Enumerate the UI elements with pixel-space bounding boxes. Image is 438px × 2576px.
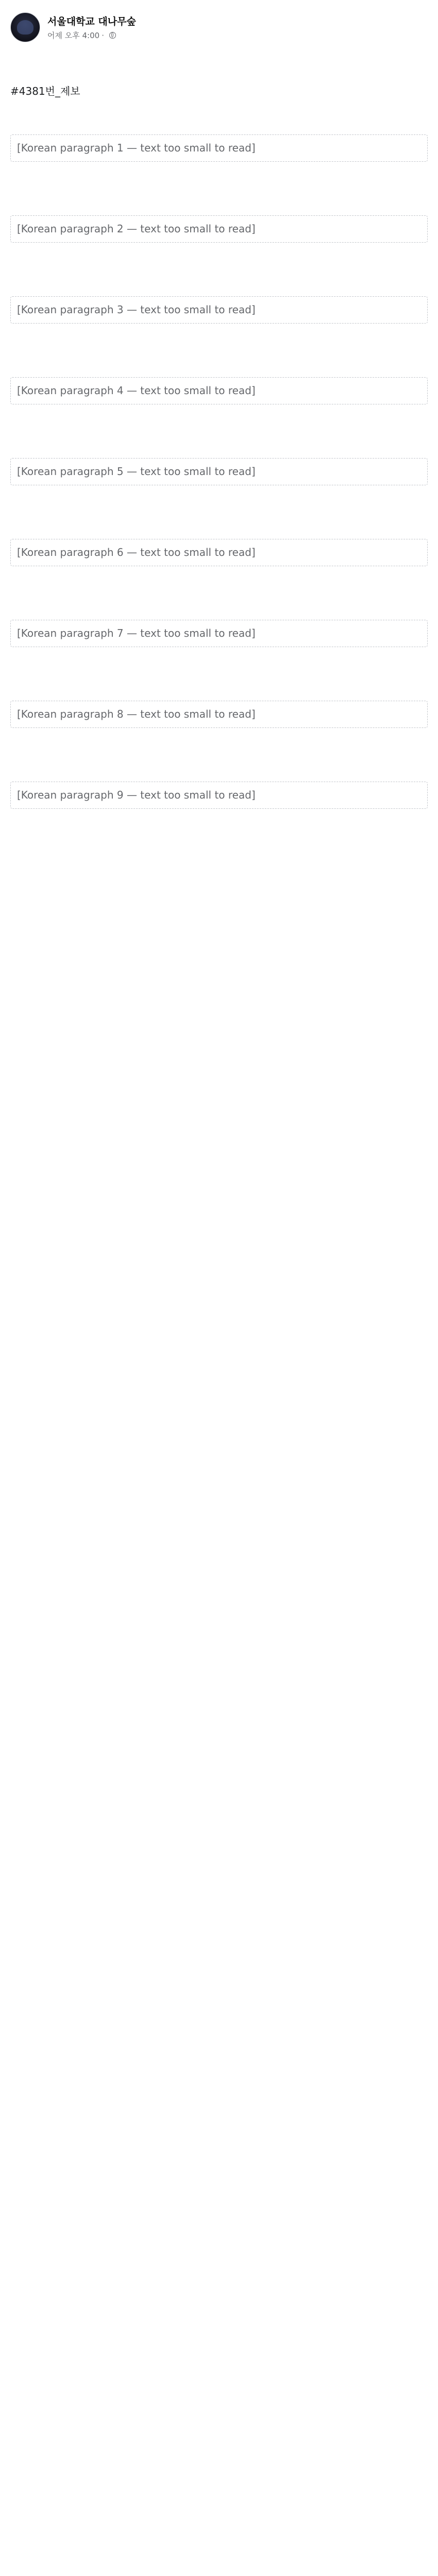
post-timestamp[interactable]: 어제 오후 4:00 <box>47 31 100 40</box>
post-meta <box>47 14 136 41</box>
post-paragraph-1: [Korean paragraph 1 — text too small to read] <box>10 134 428 162</box>
post-body <box>10 52 428 841</box>
globe-icon <box>109 32 116 39</box>
post-paragraph-5: [Korean paragraph 5 — text too small to read] <box>10 458 428 485</box>
post-paragraph-3: [Korean paragraph 3 — text too small to read] <box>10 296 428 324</box>
post-paragraph-9: [Korean paragraph 9 — text too small to read] <box>10 782 428 809</box>
post-header <box>10 9 428 45</box>
dot-separator: · <box>102 30 104 40</box>
post-paragraph-2: [Korean paragraph 2 — text too small to read] <box>10 215 428 243</box>
post-paragraph-7: [Korean paragraph 7 — text too small to read] <box>10 620 428 647</box>
page-avatar[interactable] <box>10 12 40 42</box>
page-name[interactable]: 서울대학교 대나무숲 <box>47 16 136 27</box>
post-paragraph-4: [Korean paragraph 4 — text too small to read] <box>10 377 428 404</box>
post-title: #4381번_제보 <box>10 85 80 97</box>
post-paragraph-8: [Korean paragraph 8 — text too small to read] <box>10 701 428 728</box>
post-paragraph-6: [Korean paragraph 6 — text too small to read] <box>10 539 428 566</box>
post-subline <box>47 30 136 41</box>
